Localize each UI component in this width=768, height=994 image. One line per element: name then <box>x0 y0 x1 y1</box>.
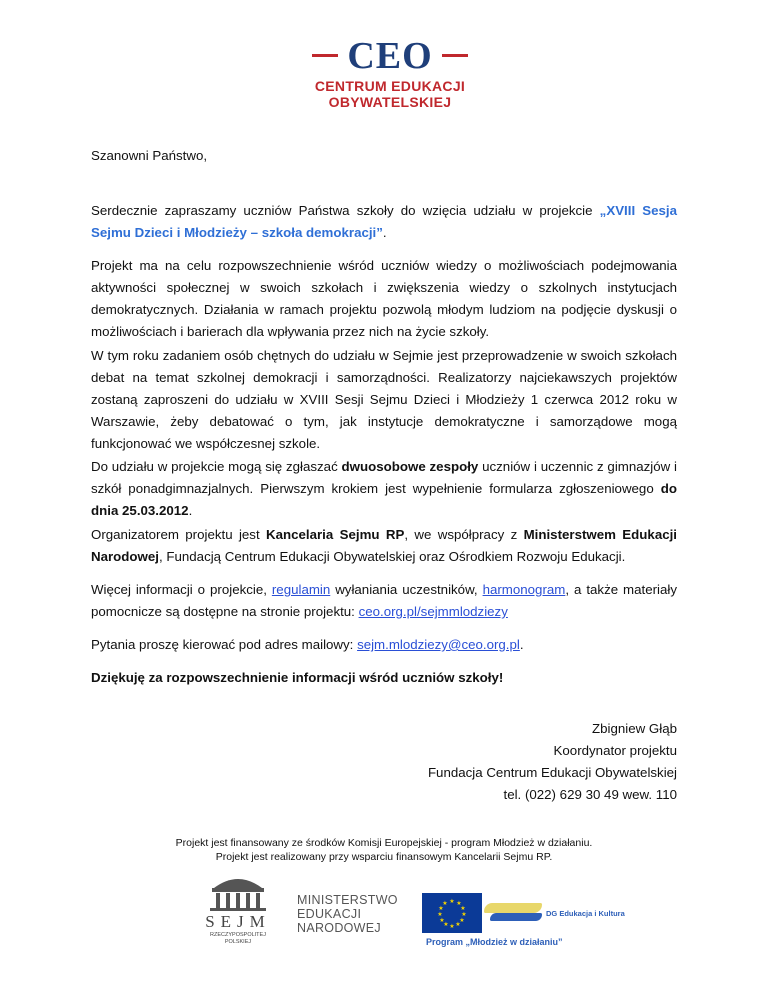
paragraph-invitation <box>91 200 677 244</box>
dg-swoosh-blue <box>490 913 542 921</box>
svg-text:★: ★ <box>456 900 462 907</box>
signature-name: Zbigniew Głąb <box>592 721 677 736</box>
footer-line2: Projekt jest realizowany przy wsparciu finansowym Kancelarii Sejmu RP. <box>215 851 553 863</box>
svg-text:★: ★ <box>449 923 455 930</box>
svg-text:★: ★ <box>437 911 443 918</box>
svg-text:★: ★ <box>438 905 444 912</box>
sejm-building-icon <box>196 868 280 912</box>
footer-line1: Projekt jest finansowany ze środków Komisji Europejskiej - program Młodzież w działaniu. <box>175 837 593 849</box>
contact-b: . <box>519 637 524 652</box>
eu-flag-icon <box>422 893 482 933</box>
logo-line1: CENTRUM EDUKACJI <box>314 78 466 94</box>
invitation-end: . <box>382 225 387 240</box>
elig-teams: dwuosobowe zespoły <box>341 459 479 474</box>
men-line1: MINISTERSTWO <box>297 893 398 907</box>
invitation-text: Serdecznie zapraszamy uczniów Państwa szkoły do wzięcia udziału w projekcie <box>91 203 593 218</box>
org-e: , Fundacją Centrum Edukacji Obywatelskiej oraz Ośrodkiem Rozwoju Edukacji. <box>158 549 626 564</box>
info-b: wyłaniania uczestników, <box>330 582 483 597</box>
org-a: Organizatorem projektu jest <box>91 527 266 542</box>
ceo-logo <box>300 36 480 112</box>
elig-deadline: do dnia 25.03.2012 <box>91 481 677 518</box>
logo-line2: OBYWATELSKIEJ <box>328 94 452 110</box>
elig-a: Do udziału w projekcie mogą się zgłaszać <box>91 459 342 474</box>
svg-text:★: ★ <box>439 917 445 924</box>
greeting: Szanowni Państwo, <box>91 148 208 163</box>
eu-stars-icon <box>422 893 482 933</box>
svg-text:★: ★ <box>460 905 466 912</box>
footer-note <box>0 836 768 864</box>
project-name: „XVIII Sesja Sejmu Dzieci i Młodzieży – szkoła demokracji” <box>91 203 678 240</box>
info-a: Więcej informacji o projekcie, <box>91 582 272 597</box>
paragraph-task: W tym roku zadaniem osób chętnych do udziału w Sejmie jest przeprowadzenie w swoich szkołach debat na temat szkolnej demokracji i samorządności. Realizatorzy najciekawszych projektów zostaną zaproszeni do udziału w XVIII Sesji Sejmu Dzieci i Młodzieży 1 czerwca 2012 roku w Warszawie, żeby debatować o tym, jak instytucje demokratyczne i samorządowe mogą funkcjonować we współczesnej szkole. <box>91 348 677 451</box>
org-kancelaria: Kancelaria Sejmu RP <box>266 527 405 542</box>
signature-role: Koordynator projektu <box>553 743 677 758</box>
sejm-sub1: RZECZYPOSPOLITEJ <box>210 932 266 938</box>
dg-text: DG Edukacja i Kultura <box>546 909 625 918</box>
email-link[interactable]: sejm.mlodziezy@ceo.org.pl <box>357 637 520 652</box>
elig-c: uczniów i uczennic z gimnazjów i szkół ponadgimnazjalnych. Pierwszym krokiem jest wypełnienie formularza zgłoszeniowego <box>91 459 677 496</box>
sejm-sub <box>196 932 280 946</box>
signature-org: Fundacja Centrum Edukacji Obywatelskiej <box>427 765 677 780</box>
sejm-sub2: POLSKIEJ <box>224 939 252 945</box>
paragraph-contact <box>91 634 677 656</box>
harmonogram-link[interactable]: harmonogram <box>482 582 566 597</box>
paragraph-organizers <box>91 524 677 568</box>
svg-text:★: ★ <box>442 900 448 907</box>
logo-mark: CEO <box>347 35 433 77</box>
paragraph-aim: Projekt ma na celu rozpowszechnienie wśród uczniów wiedzy o możliwościach podejmowania aktywności społecznej w swoich szkołach i zwiększenia wiedzy o szkolnych instytucjach demokratycznych. Działania w ramach projektu pozwolą młodym ludziom na podjęcie dyskusji o możliwościach i barierach dla wpływania przez nich na życie szkoły. <box>91 258 677 339</box>
dg-swoosh-yellow <box>484 903 542 913</box>
men-line3: NARODOWEJ <box>297 921 381 935</box>
svg-text:★: ★ <box>459 917 465 924</box>
sejm-logo <box>196 868 280 948</box>
elig-e: . <box>188 503 193 518</box>
svg-text:★: ★ <box>443 921 449 928</box>
svg-text:★: ★ <box>449 898 455 905</box>
project-url-link[interactable]: ceo.org.pl/sejmmlodziezy <box>358 604 508 619</box>
men-line2: EDUKACJI <box>297 907 362 921</box>
regulamin-link[interactable]: regulamin <box>271 582 331 597</box>
org-men: Ministerstwem Edukacji Narodowej <box>91 527 677 564</box>
paragraph-info <box>91 579 677 623</box>
info-c: , a także materiały pomocnicze są dostępne na stronie projektu: <box>91 582 677 619</box>
contact-a: Pytania proszę kierować pod adres mailowy: <box>91 637 358 652</box>
signature-phone: tel. (022) 629 30 49 wew. 110 <box>503 787 677 802</box>
sejm-title: SEJM <box>205 912 271 931</box>
paragraph-eligibility <box>91 456 677 522</box>
svg-text:★: ★ <box>455 921 461 928</box>
thanks-line: Dziękuję za rozpowszechnienie informacji wśród uczniów szkoły! <box>91 670 504 685</box>
signature-block <box>428 718 677 806</box>
dg-logo <box>484 893 625 933</box>
program-label: Program „Młodzież w działaniu” <box>426 937 563 947</box>
men-logo <box>297 893 417 935</box>
org-c: , we współpracy z <box>404 527 524 542</box>
svg-text:★: ★ <box>461 911 467 918</box>
